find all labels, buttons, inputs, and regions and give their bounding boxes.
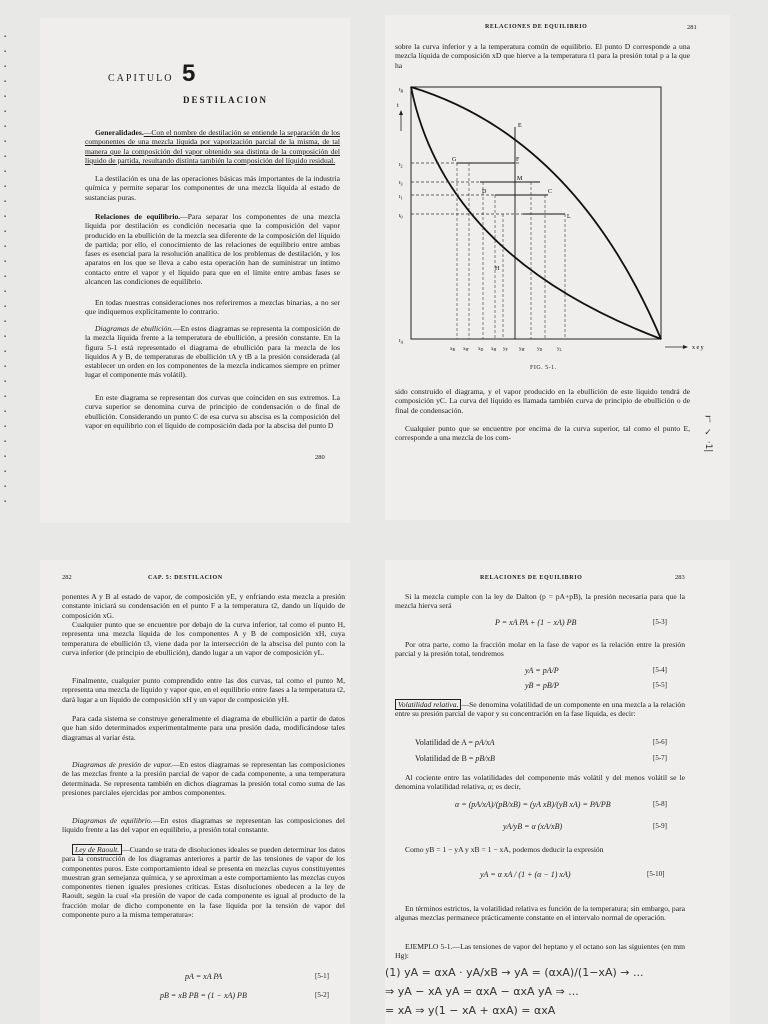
page-number-282: 282 xyxy=(62,574,72,581)
page-number-281: 281 xyxy=(687,24,697,31)
equation-number-5-5: [5-5] xyxy=(653,681,667,689)
point-G: G xyxy=(452,157,457,163)
top-paragraph-281: sobre la curva inferior y a la temperatura común de equilibrio. El punto D corresponde a una mezcla líquida de composición xD que hierve a la temperatura t1 para la presión total p a la que ha xyxy=(395,42,690,70)
equation-5-5: yB = pB/P xyxy=(525,681,559,690)
boiling-diagram-figure xyxy=(385,77,730,362)
bottom-paragraph-281: sido construido el diagrama, y el vapor producido en la ebullición de este líquido tendrá de composición yC. La curva del líquido es llamada también curva de principio de ebullición o de final de condensación. xyxy=(395,387,690,415)
equation-5-9: yA/yB = α (xA/xB) xyxy=(503,822,563,831)
equation-5-4: yA = pA/P xyxy=(525,666,559,675)
bottom-paragraph-281b: Cualquier punto que se encuentre por encima de la curva superior, tal como el punto E, corresponde a una mezcla de los com- xyxy=(395,424,690,443)
dew-curve xyxy=(411,87,661,339)
bubble-curve xyxy=(411,87,661,339)
diagram-frame xyxy=(411,87,661,339)
point-H: H xyxy=(495,266,500,272)
terminos-paragraph: En términos estrictos, la volatilidad relativa es función de la temperatura; sin embargo, para algunas mezclas permanece prácticamente constante en el intervalo normal de operación. xyxy=(395,904,685,923)
x-axis-arrow-icon xyxy=(683,345,688,349)
x-tick-yI: $y_L$ xyxy=(557,347,562,352)
point-L: L xyxy=(567,214,571,220)
curvas-paragraph: En este diagrama se representan dos curvas que coinciden en sus extremos. La curva superior se denomina curva de principio de condensación o de final de ebullición. Considerando un punto C de esa curva su abscisa es la composición del vapor en equilibrio con el líquido de composición dada por la abscisa del punto D xyxy=(85,393,340,430)
running-header-281: RELACIONES DE EQUILIBRIO xyxy=(485,24,588,30)
running-header-282: CAP. 5: DESTILACION xyxy=(148,575,223,581)
para1-282: ponentes A y B al estado de vapor, de composición yE, y enfriando esta mezcla a presión constante iniciará su condensación en el punto F a la temperatura t2, dando un líquido de composición xG. xyxy=(62,592,345,620)
x-tick-xH: $x_{H'}$ xyxy=(463,347,469,352)
operacion-paragraph: La destilación es una de las operaciones básicas más importantes de la industria química y permite separar los componentes de una mezcla líquida al estado de sustancias puras. xyxy=(85,174,340,202)
raoult-paragraph: Ley de Raoult. —Cuando se trata de disoluciones ideales se pueden determinar los datos para la construcción de los diagramas anteriores a partir de las tensiones de vapor de los componentes puros. Este comportamiento ideal se presenta en mezclas cuyos constituyentes muestran gran semejanza química, y se aproximan a este comportamiento las mezclas cuyos componentes tienen iguales presiones críticas. Estas disoluciones obedecen a la ley de Raoult, según la cual «la presión de vapor de cada componente es igual al producto de la fracción molar de dicho componente en la fase líquida por la tensión de vapor del componente puro a la misma temperatura»: xyxy=(62,845,345,920)
x-tick-xB: $x_B$ xyxy=(450,347,456,352)
como-paragraph: Como yB = 1 − yA y xB = 1 − xA, podemos deducir la expresión xyxy=(405,845,604,854)
equation-number-5-6: [5-6] xyxy=(653,738,667,746)
equation-number-5-4: [5-4] xyxy=(653,666,667,674)
left-margin-marks: ▪ ▪ ▪ ▪ ▪ ▪ ▪ ▪ ▪ ▪ ▪ ▪ ▪ ▪ ▪ ▪ ▪ ▪ ▪ ▪ ▪ ▪ ▪ ▪ ▪ ▪ ▪ ▪ ▪ ▪ ▪ ▪ xyxy=(4,34,7,505)
figure-caption: FIG. 5-1. xyxy=(530,365,557,371)
chapter-heading: CAPITULO 5 xyxy=(108,60,198,87)
presion-paragraph: Diagramas de presión de vapor.—En estos diagramas se representan las composiciones de las mezclas frente a la presión parcial de vapor de cada componente, a una temperatura determinada. Se representa también en dichos diagramas la presión total como suma de las presiones parciales ejercidas por ambos componentes. xyxy=(62,760,345,797)
y-tick-t2: $t_2$ xyxy=(399,162,403,169)
point-C: C xyxy=(548,189,553,195)
para3-282: Finalmente, cualquier punto comprendido entre las dos curvas, tal como el punto M, representa una mezcla de líquido y vapor que, en el equilibrio entre fases a la temperatura t2, dará lugar a un líquido de composición xH y un vapor de composición yH. xyxy=(62,676,345,704)
equation-number-5-8: [5-8] xyxy=(653,800,667,808)
dalton-paragraph: Si la mezcla cumple con la ley de Dalton (p = pA+pB), la presión necesaria para que la mezcla hierva será xyxy=(395,592,685,611)
x-tick-xI: $x_H$ xyxy=(491,347,497,352)
x-tick-yD: $y_D$ xyxy=(537,347,543,352)
x-tick-yF: $y_F$ xyxy=(503,347,508,352)
para4-282: Para cada sistema se construye generalmente el diagrama de ebullición a partir de datos que han sido determinados experimentalmente para una presión dada, modificándose tales diagramas al variar ésta. xyxy=(62,714,345,742)
point-F: F xyxy=(516,157,520,163)
handwritten-line-3: = xA ⇒ y(1 − xA + αxA) = αxA xyxy=(385,1004,556,1017)
handwritten-line-2: ⇒ yA − xA yA = αxA − αxA yA ⇒ ... xyxy=(385,985,579,998)
point-D: D xyxy=(482,189,487,195)
point-M: M xyxy=(517,176,523,182)
x-tick-yH: $y_{H'}$ xyxy=(519,347,525,352)
running-header-283: RELACIONES DE EQUILIBRIO xyxy=(480,575,583,581)
equation-5-7: Volatilidad de B = pB/xB xyxy=(415,754,495,763)
equation-number-5-9: [5-9] xyxy=(653,822,667,830)
equation-number-5-10: [5-10] xyxy=(647,870,665,878)
ejemplo-paragraph: EJEMPLO 5-1.—Las tensiones de vapor del heptano y el octano son las siguientes (en mm Hg): xyxy=(395,942,686,961)
y-tick-t0: $t_0$ xyxy=(399,213,403,220)
equation-number-5-3: [5-3] xyxy=(653,618,667,626)
page-number-283: 283 xyxy=(675,574,685,581)
y-axis-arrow-icon xyxy=(399,110,403,115)
chapter-title: DESTILACION xyxy=(183,95,269,105)
diagramas-ebullicion-paragraph: Diagramas de ebullición.—En estos diagramas se representa la composición de la mezcla líquida frente a la temperatura de ebullición, a presión constante. En la figura 5-1 está representado el diagrama de ebullición para la mezcla de los líquidos A y B, de temperaturas de ebullición tA y tB a la presión considerada (al establecer un orden en los componentes de la mezcla indicamos siempre en primer lugar el componente más volátil). xyxy=(85,324,341,380)
para2-282: Cualquier punto que se encuentre por debajo de la curva inferior, tal como el punto H, representa una mezcla líquida de los componentes A y B de composición xH, cuya temperatura de ebullición t3, viene dada por la intersección de la abscisa del punto con la curva inferior (de principio de ebullición), dando lugar a un vapor de composición yL. xyxy=(62,620,345,657)
volatilidad-paragraph: Volatilidad relativa. —Se denomina volatilidad de un componente en una mezcla a la relación entre su presión parcial de vapor y su concentración en la fase líquida, es decir: xyxy=(395,700,685,719)
equation-5-3: P = xA PA + (1 − xA) PB xyxy=(495,618,577,627)
generalidades-paragraph: Generalidades.—Con el nombre de destilación se entiende la separación de los componentes de una mezcla líquida por vaporización parcial de la misma, de tal manera que la composición del vapor obtenido sea distinta de la composición del líquido de partida, resultando distinta también la composición del líquido residual. xyxy=(85,128,340,165)
y-tick-t1: $t_1$ xyxy=(399,194,403,201)
equation-5-10: yA = α xA / (1 + (α − 1) xA) xyxy=(480,870,571,879)
y-tick-tB: $t_B$ xyxy=(399,87,404,94)
page-282 xyxy=(40,560,350,1024)
page-280 xyxy=(40,18,350,523)
molar-paragraph: Por otra parte, como la fracción molar en la fase de vapor es la relación entre la presión parcial y la presión total, tendremos xyxy=(395,640,685,659)
page-283 xyxy=(385,560,730,1024)
cociente-paragraph: Al cociente entre las volatilidades del componente más volátil y del menos volátil se le denomina volatilidad relativa, α; es decir, xyxy=(395,773,685,792)
y-tick-t3: $t_3$ xyxy=(399,180,403,187)
page-281 xyxy=(385,15,730,520)
equation-5-1: pA = xA PA xyxy=(185,972,223,981)
equation-number-5-1: [5-1] xyxy=(315,972,329,980)
equation-5-8: α = (pA/xA)/(pB/xB) = (yA xB)/(yB xA) = PA/PB xyxy=(455,800,611,809)
equation-5-6: Volatilidad de A = pA/xA xyxy=(415,738,495,747)
x-axis-label: x e y xyxy=(692,345,704,351)
y-axis-label: t xyxy=(397,103,399,109)
handwritten-margin-note: ℸ ✓ ·1| xyxy=(703,415,713,453)
equation-number-5-7: [5-7] xyxy=(653,754,667,762)
equilibrio-paragraph: Diagramas de equilibrio.—En estos diagramas se representan las composiciones del líquido frente a las del vapor en equilibrio, a presión total constante. xyxy=(62,816,345,835)
handwritten-line-1: (1) yA = αxA · yA/xB → yA = (αxA)/(1−xA) → ... xyxy=(385,966,644,979)
page-number-280: 280 xyxy=(315,454,325,461)
relaciones-paragraph: Relaciones de equilibrio.—Para separar los componentes de una mezcla líquida por destilación es condición necesaria que la composición del vapor producido en la ebullición de la mezcla sea diferente de la composición del líquido de partida; por ello, el conocimiento de las relaciones de equilibrio entre ambas fases es esencial para la resolución analítica de los problemas de destilación, y los aparatos en los que se lleva a cabo esta operación han de suministrar un íntimo contacto entre el vapor y el líquido para que en el límite entre ambas fases se alcancen las condiciones de equilibrio. xyxy=(85,212,340,287)
y-tick-tA: $t_A$ xyxy=(399,338,404,345)
x-tick-xD: $x_D$ xyxy=(478,347,484,352)
equation-5-2: pB = xB PB = (1 − xA) PB xyxy=(160,991,247,1000)
point-E: E xyxy=(518,123,522,129)
binarias-paragraph: En todas nuestras consideraciones nos referiremos a mezclas binarias, a no ser que indiquemos explícitamente lo contrario. xyxy=(85,298,340,317)
equation-number-5-2: [5-2] xyxy=(315,991,329,999)
